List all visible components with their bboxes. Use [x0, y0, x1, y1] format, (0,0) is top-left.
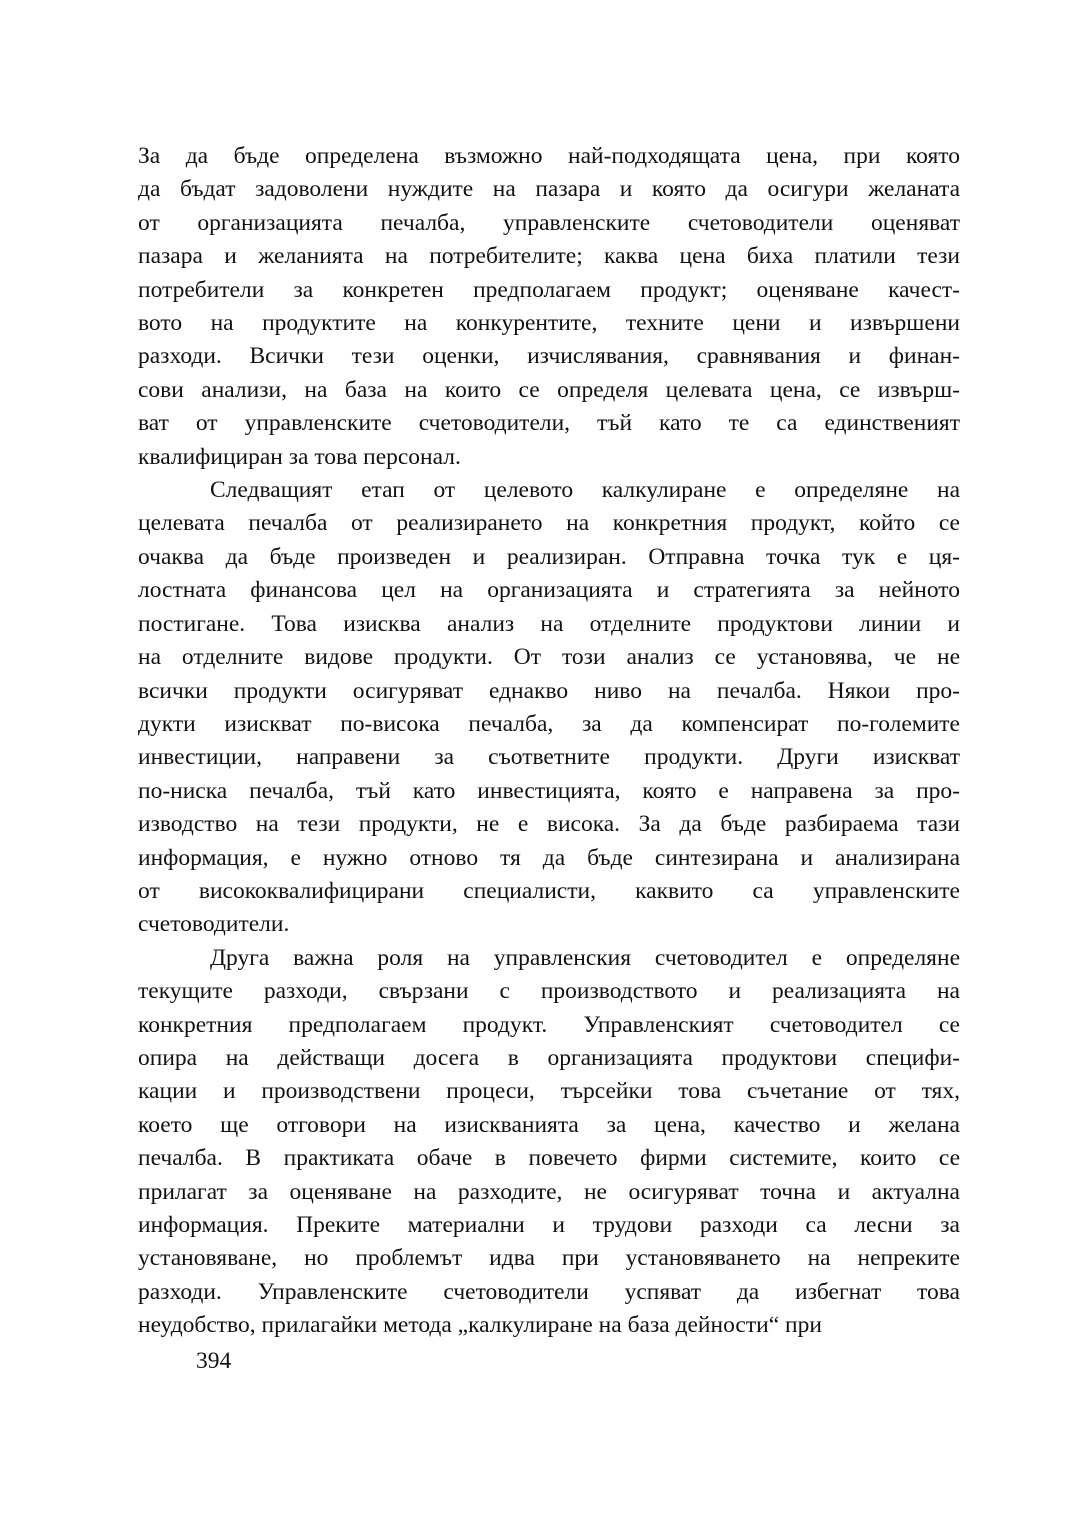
- text-line: постигане. Това изисква анализ на отделните продуктови линии и: [138, 610, 960, 637]
- text-line: от висококвалифицирани специалисти, каквито са управленските: [138, 877, 960, 904]
- text-line: Друга важна роля на управленския счетоводител е определяне: [210, 944, 960, 971]
- text-line: потребители за конкретен предполагаем продукт; оценяване качест-: [138, 276, 960, 303]
- text-line: установяване, но проблемът идва при установяването на непреките: [138, 1245, 960, 1272]
- text-line: инвестиции, направени за съответните продукти. Други изискват: [138, 744, 960, 771]
- paragraph: [138, 474, 960, 942]
- text-line: да бъдат задоволени нуждите на пазара и която да осигури желаната: [138, 176, 960, 203]
- text-line: квалифициран за това персонал.: [138, 443, 461, 470]
- text-line: Следващият етап от целевото калкулиране е определяне на: [210, 477, 960, 504]
- text-line: кации и производствени процеси, търсейки това съчетание от тях,: [138, 1078, 960, 1105]
- text-line: информация, е нужно отново тя да бъде синтезирана и анализирана: [138, 844, 960, 871]
- text-line: сови анализи, на база на които се определя целевата цена, се извърш-: [138, 376, 960, 403]
- text-line: информация. Преките материални и трудови разходи са лесни за: [138, 1212, 960, 1238]
- text-line: конкретния предполагаем продукт. Управленският счетоводител се: [138, 1011, 960, 1038]
- paragraph: [138, 942, 960, 1343]
- text-line: ват от управленските счетоводители, тъй като те са единственият: [138, 410, 960, 437]
- text-line: всички продукти осигуряват еднакво ниво на печалба. Някои про-: [138, 677, 960, 704]
- text-line: текущите разходи, свързани с производството и реализацията на: [138, 978, 960, 1005]
- text-line: счетоводители.: [138, 911, 290, 938]
- text-line: целевата печалба от реализирането на конкретния продукт, който се: [138, 510, 960, 537]
- text-line: по-ниска печалба, тъй като инвестицията, която е направена за про-: [138, 777, 960, 804]
- text-line: очаква да бъде произведен и реализиран. Отправна точка тук е ця-: [138, 543, 960, 570]
- text-line: лостната финансова цел на организацията и стратегията за нейното: [138, 577, 960, 604]
- text-line: изводство на тези продукти, не е висока. За да бъде разбираема тази: [138, 811, 960, 838]
- text-line: разходи. Всички тези оценки, изчислявания, сравнявания и финан-: [138, 343, 960, 370]
- text-line: пазара и желанията на потребителите; каква цена биха платили тези: [138, 243, 960, 270]
- text-line: от организацията печалба, управленските счетоводители оценяват: [138, 209, 960, 236]
- text-line: опира на действащи досега в организацията продуктови специфи-: [138, 1044, 960, 1071]
- text-line: прилагат за оценяване на разходите, не осигуряват точна и актуална: [138, 1178, 960, 1205]
- paragraph: [138, 140, 960, 474]
- text-line: печалба. В практиката обаче в повечето фирми системите, които се: [138, 1145, 960, 1172]
- text-block: [138, 140, 960, 1343]
- text-line: разходи. Управленските счетоводители успяват да избегнат това: [138, 1278, 960, 1305]
- text-line: което ще отговори на изискванията за цена, качество и желана: [138, 1111, 960, 1138]
- text-line: на отделните видове продукти. От този анализ се установява, че не: [138, 644, 960, 671]
- text-line: За да бъде определена възможно най-подходящата цена, при която: [138, 143, 960, 169]
- text-line: неудобство, прилагайки метода „калкулиране на база дейности“ при: [138, 1312, 822, 1339]
- text-line: вото на продуктите на конкурентите, техните цени и извършени: [138, 310, 960, 337]
- text-line: дукти изискват по-висока печалба, за да компенсират по-големите: [138, 710, 960, 737]
- page-number: 394: [196, 1348, 232, 1374]
